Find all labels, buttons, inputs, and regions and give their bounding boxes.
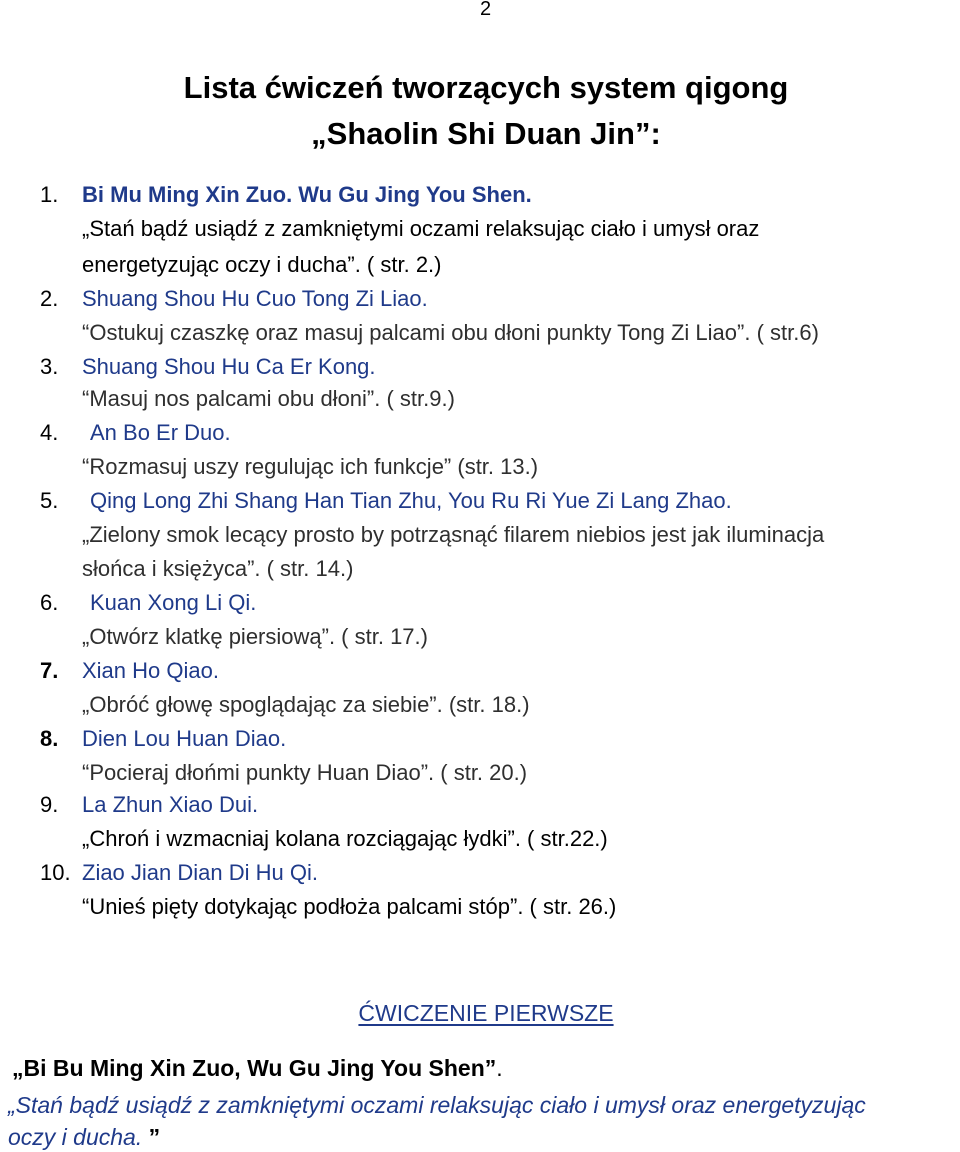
exercise-description: “Pocieraj dłońmi punkty Huan Diao”. ( str. 20.) — [82, 760, 528, 785]
list-number: 8. — [40, 726, 59, 751]
exercise-name: An Bo Er Duo. — [90, 420, 231, 445]
exercise-description: „Otwórz klatkę piersiową”. ( str. 17.) — [82, 624, 428, 649]
exercise-name: Shuang Shou Hu Cuo Tong Zi Liao. — [82, 286, 428, 311]
exercise-intro-line: „Stań bądź usiądź z zamkniętymi oczami relaksując ciało i umysł oraz energetyzując — [8, 1092, 866, 1118]
exercise-description: “Rozmasuj uszy regulując ich funkcje” (str. 13.) — [82, 454, 539, 479]
exercise-description: “Unieś pięty dotykając podłoża palcami stóp”. ( str. 26.) — [82, 894, 617, 919]
exercise-name: Xian Ho Qiao. — [82, 658, 219, 683]
exercise-description: “Masuj nos palcami obu dłoni”. ( str.9.) — [82, 386, 455, 411]
list-number: 10. — [40, 860, 71, 885]
exercise-description: „Stań bądź usiądź z zamkniętymi oczami relaksując ciało i umysł oraz — [82, 216, 760, 241]
page-title: Lista ćwiczeń tworzących system qigong — [183, 70, 789, 105]
exercise-description: „Chroń i wzmacniaj kolana rozciągając łydki”. ( str.22.) — [82, 826, 608, 851]
exercise-title-period: . — [496, 1055, 503, 1081]
list-number: 2. — [40, 286, 59, 311]
list-number: 5. — [40, 488, 59, 513]
list-number: 9. — [40, 792, 59, 817]
exercise-description: energetyzując oczy i ducha”. ( str. 2.) — [82, 252, 442, 277]
exercise-description: “Ostukuj czaszkę oraz masuj palcami obu dłoni punkty Tong Zi Liao”. ( str.6) — [82, 320, 819, 345]
exercise-description: „Zielony smok lecący prosto by potrząsnąć filarem niebios jest jak iluminacja — [82, 522, 825, 547]
exercise-name: Kuan Xong Li Qi. — [90, 590, 257, 615]
page-number: 2 — [480, 0, 492, 20]
closing-quote: ” — [142, 1124, 161, 1150]
exercise-name: Bi Mu Ming Xin Zuo. Wu Gu Jing You Shen. — [82, 182, 532, 207]
exercise-title — [12, 1055, 503, 1082]
exercise-name: Dien Lou Huan Diao. — [82, 726, 287, 751]
list-number: 1. — [40, 182, 59, 207]
exercise-name: La Zhun Xiao Dui. — [82, 792, 259, 817]
exercise-description: „Obróć głowę spoglądając za siebie”. (str. 18.) — [82, 692, 530, 717]
exercise-name: Ziao Jian Dian Di Hu Qi. — [82, 860, 318, 885]
exercise-title-text: „Bi Bu Ming Xin Zuo, Wu Gu Jing You Shen” — [12, 1055, 497, 1081]
page-subtitle: „Shaolin Shi Duan Jin”: — [311, 116, 661, 151]
exercise-intro-line — [8, 1124, 160, 1151]
list-number: 6. — [40, 590, 59, 615]
exercise-intro-text: oczy i ducha. — [8, 1124, 143, 1150]
exercise-description: słońca i księżyca”. ( str. 14.) — [82, 556, 354, 581]
exercise-name: Shuang Shou Hu Ca Er Kong. — [82, 354, 376, 379]
list-number: 3. — [40, 354, 59, 379]
exercise-name: Qing Long Zhi Shang Han Tian Zhu, You Ru Ri Yue Zi Lang Zhao. — [90, 488, 732, 513]
list-number: 7. — [40, 658, 59, 683]
section-heading: ĆWICZENIE PIERWSZE — [358, 1000, 614, 1026]
list-number: 4. — [40, 420, 59, 445]
